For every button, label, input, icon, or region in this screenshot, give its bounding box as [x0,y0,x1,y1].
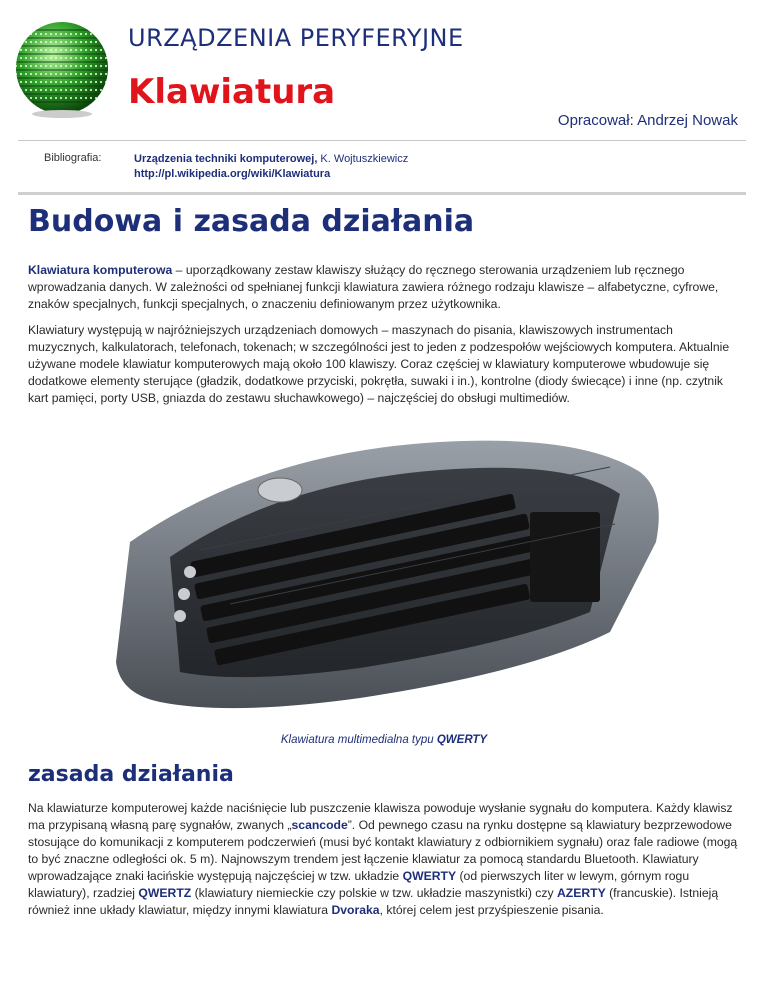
divider [18,192,746,195]
book-title: Urządzenia techniki komputerowej, [134,153,318,165]
section-heading: zasada działania [28,762,234,787]
section-heading: Budowa i zasada działania [28,204,475,239]
bibliography-item [134,167,408,182]
globe-logo [10,16,114,120]
bibliography-item [134,152,408,167]
paragraph: Klawiatura komputerowa – uporządkowany zestaw klawiszy służący do ręcznego sterowania urządzeniem lub ręcznego wprowadzania danych. W zależności od spełnianej funkcji klawiatura zawiera różnego rodzaju klawisze – alfabetyczne, cyfrowe, znaków specjalnych, funkcji specjalnych, o znaczeniu definiowanym przez użytkownika. [28,263,719,311]
page-subtitle: Klawiatura [128,72,336,112]
book-author: K. Wojtuszkiewicz [317,153,409,165]
paragraph: Klawiatury występują w najróżniejszych urządzeniach domowych – maszynach do pisania, klawiszowych instrumentach muzycznych, kalkulatorach, telefonach, tokenach; w szczególności jest to jeden z podzespołów wejściowych komputera. Aktualnie używane modele klawiatur komputerowych mają około 100 klawiszy. Coraz częściej w klawiatury komputerowe wbudowuje się dodatkowe elementy sterujące (gładzik, dodatkowe przyciski, pokrętła, suwaki i in.), kontrolne (diody świecące) i inne (np. czytnik kart pamięci, porty USB, gniazda do zestawu słuchawkowego) – najczęściej do obsługi multimediów. [28,323,730,405]
divider [18,140,746,141]
author: Opracował: Andrzej Nowak [557,112,738,129]
bibliography-label: Bibliografia: [44,152,102,164]
bibliography-list [134,152,408,182]
page-title: URZĄDZENIA PERYFERYJNE [128,24,464,52]
paragraph: Na klawiaturze komputerowej każde naciśnięcie lub puszczenie klawisza powoduje wysłanie sygnału do komputera. Każdy klawisz ma przypisaną własną parę sygnałów, zwanych „scancode”. Od pewnego czasu na rynku dostępne są klawiatury bezprzewodowe stosujące do komunikacji z komputerem podczerwień (musi być kontakt klawiatury z odbiornikiem sygnału) oraz fale radiowe (mogą to być znaczne odległości ok. 5 m). Najnowszym trendem jest łączenie klawiatur za pomocą standardu Bluetooth. Klawiatury wprowadzające znaki łacińskie występują najczęściej w tzw. układzie QWERTY (od pierwszych liter w lewym, górnym rogu klawiatury), rzadziej QWERTZ (klawiatury niemieckie czy polskie w tzw. układzie maszynistki) czy AZERTY (francuskie). Istnieją również inne układy klawiatur, między innymi klawiatura Dvoraka, której celem jest przyśpieszenie pisania. [28,801,738,917]
keyboard-image [110,432,666,718]
term: Klawiatura komputerowa [28,263,173,277]
image-caption: Klawiatura multimedialna typu QWERTY [280,734,488,746]
bibliography-link[interactable]: http://pl.wikipedia.org/wiki/Klawiatura [134,168,331,180]
